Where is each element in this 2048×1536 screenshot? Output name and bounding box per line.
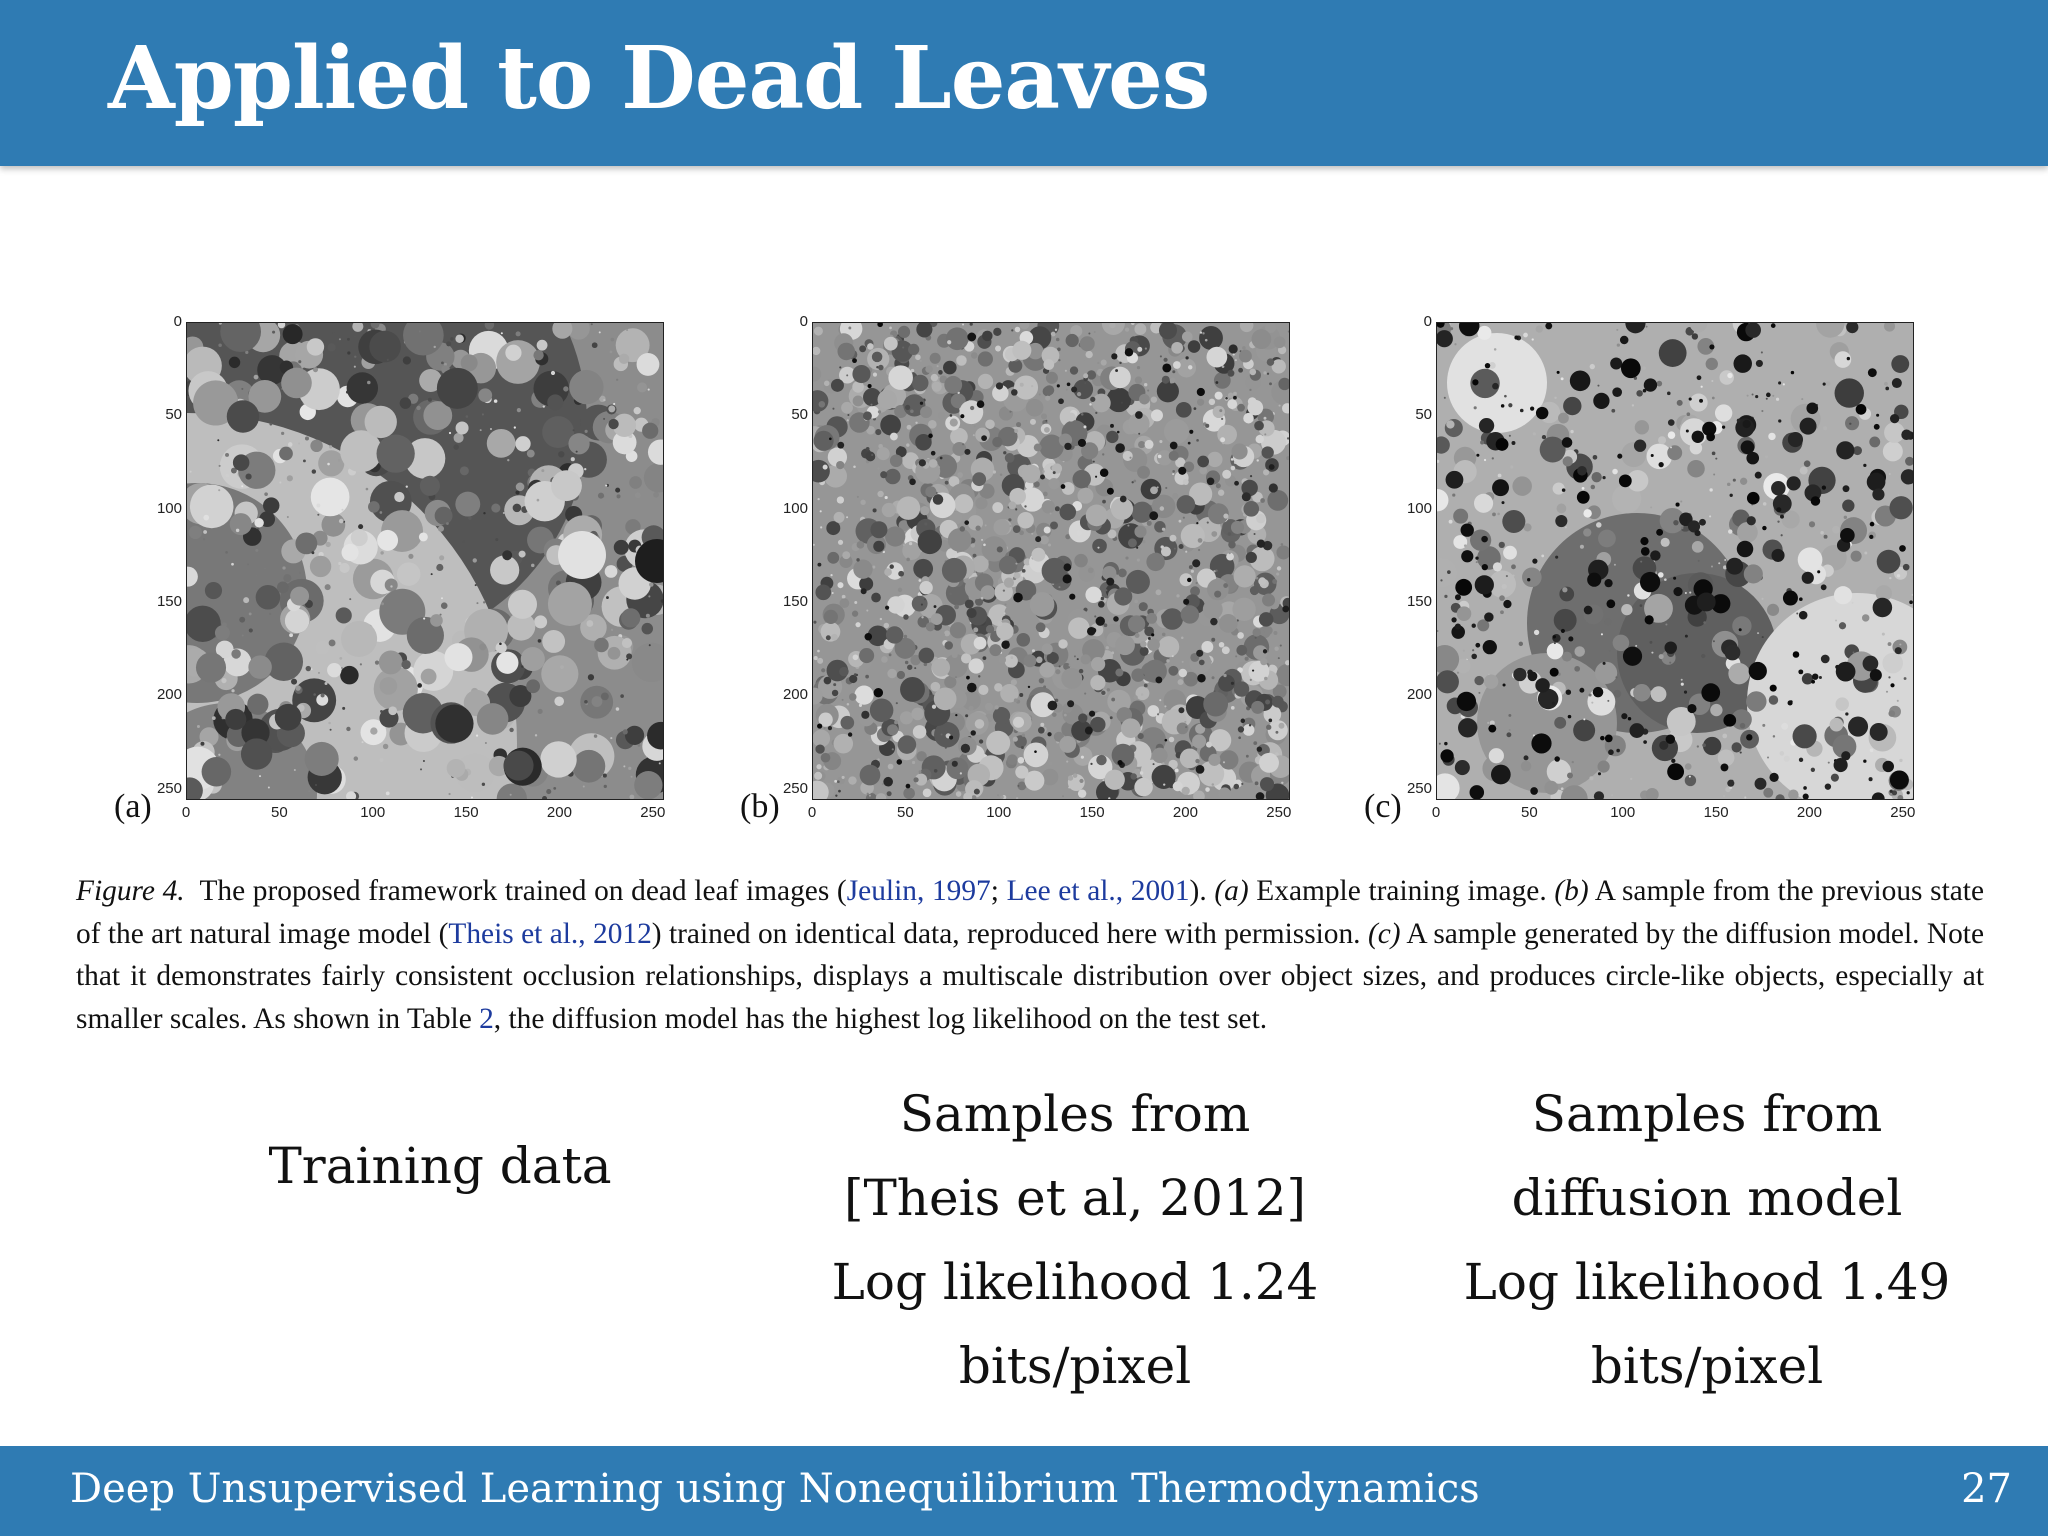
diffusion-line-2: diffusion model xyxy=(1511,1169,1903,1227)
x-tick-label: 50 xyxy=(1521,804,1538,821)
training-data-label: Training data xyxy=(268,1137,612,1195)
x-tick-label: 250 xyxy=(640,804,666,821)
table-reference[interactable]: 2 xyxy=(479,1002,494,1035)
caption-c-label: (c) xyxy=(1367,917,1401,950)
caption-text-1: The proposed framework trained on dead leaf images ( xyxy=(199,875,847,907)
theis-line-1: Samples from xyxy=(899,1085,1251,1143)
panel-a-image xyxy=(186,322,664,800)
y-tick-label: 50 xyxy=(165,406,182,424)
y-tick-label: 150 xyxy=(1406,593,1432,611)
caption-text-3: Example training image. xyxy=(1248,875,1555,907)
caption-text-5: ) trained on identical data, reproduced here with permission. xyxy=(651,917,1368,950)
diffusion-line-1: Samples from xyxy=(1531,1085,1883,1143)
y-tick-label: 200 xyxy=(782,686,808,704)
x-tick-label: 0 xyxy=(181,804,191,821)
theis-sample-image xyxy=(813,323,1289,799)
x-tick-label: 0 xyxy=(807,804,817,821)
y-tick-label: 50 xyxy=(791,406,808,424)
column-training-data xyxy=(230,1124,650,1208)
x-tick-label: 250 xyxy=(1266,804,1292,821)
y-tick-label: 0 xyxy=(799,313,808,330)
diffusion-line-3: Log likelihood 1.49 xyxy=(1463,1253,1951,1311)
diffusion-line-4: bits/pixel xyxy=(1590,1337,1824,1395)
x-tick-label: 100 xyxy=(986,804,1012,821)
x-tick-label: 200 xyxy=(1172,804,1198,821)
panel-a-label: (a) xyxy=(114,788,152,825)
x-tick-label: 250 xyxy=(1890,804,1916,821)
y-tick-label: 100 xyxy=(156,499,182,517)
y-tick-label: 150 xyxy=(782,593,808,611)
y-tick-label: 250 xyxy=(782,779,808,797)
figure-panel-a xyxy=(114,310,666,830)
caption-sep: ; xyxy=(990,875,1007,907)
training-image xyxy=(187,323,663,799)
caption-b-label: (b) xyxy=(1554,875,1589,907)
theis-line-3: Log likelihood 1.24 xyxy=(831,1253,1319,1311)
caption-figure-label: Figure 4. xyxy=(76,875,185,907)
theis-line-4: bits/pixel xyxy=(958,1337,1192,1395)
figure-panel-b xyxy=(740,310,1292,830)
y-tick-label: 250 xyxy=(1406,779,1432,797)
caption-text-2: ). xyxy=(1189,875,1215,907)
diffusion-sample-image xyxy=(1437,323,1913,799)
figure-caption xyxy=(76,870,1984,1040)
y-tick-label: 200 xyxy=(156,686,182,704)
y-tick-label: 150 xyxy=(156,593,182,611)
caption-text-4: A sample from the previous state of the art natural image model ( xyxy=(76,875,1985,950)
slide-title: Applied to Dead Leaves xyxy=(108,28,1210,129)
caption-text-7: , the diffusion model has the highest log likelihood on the test set. xyxy=(493,1002,1268,1035)
panel-b-image xyxy=(812,322,1290,800)
x-tick-label: 200 xyxy=(546,804,572,821)
x-tick-label: 50 xyxy=(271,804,288,821)
caption-a-label: (a) xyxy=(1214,875,1249,907)
column-theis-samples xyxy=(820,1072,1330,1408)
y-tick-label: 50 xyxy=(1415,406,1432,424)
page-number: 27 xyxy=(1961,1466,2012,1512)
slide-footer xyxy=(0,1446,2048,1536)
x-tick-label: 150 xyxy=(453,804,479,821)
y-tick-label: 200 xyxy=(1406,686,1432,704)
column-diffusion-samples xyxy=(1452,1072,1962,1408)
x-tick-label: 50 xyxy=(897,804,914,821)
x-tick-label: 200 xyxy=(1796,804,1822,821)
panel-c-label: (c) xyxy=(1364,788,1402,825)
x-tick-label: 150 xyxy=(1703,804,1729,821)
y-tick-label: 0 xyxy=(173,313,182,330)
y-tick-label: 100 xyxy=(782,499,808,517)
citation-lee[interactable]: Lee et al., 2001 xyxy=(1006,875,1190,907)
citation-theis[interactable]: Theis et al., 2012 xyxy=(448,917,652,950)
figure-panel-c xyxy=(1364,310,1916,830)
x-tick-label: 100 xyxy=(360,804,386,821)
panel-c-image xyxy=(1436,322,1914,800)
slide-header xyxy=(0,0,2048,166)
caption-text-6: A sample generated by the diffusion model. Note that it demonstrates fairly consistent occlusion relationships, displays a multiscale distribution over object sizes, and produces circle-like objects, especially at smaller scales. As shown in Table xyxy=(76,917,1984,1035)
y-tick-label: 0 xyxy=(1423,313,1432,330)
panel-b-label: (b) xyxy=(740,788,780,825)
footer-title: Deep Unsupervised Learning using Nonequilibrium Thermodynamics xyxy=(70,1466,1480,1512)
citation-jeulin[interactable]: Jeulin, 1997 xyxy=(846,875,991,907)
y-tick-label: 100 xyxy=(1406,499,1432,517)
y-tick-label: 250 xyxy=(156,779,182,797)
x-tick-label: 100 xyxy=(1610,804,1636,821)
theis-line-2: [Theis et al, 2012] xyxy=(843,1169,1307,1227)
x-tick-label: 0 xyxy=(1431,804,1441,821)
x-tick-label: 150 xyxy=(1079,804,1105,821)
